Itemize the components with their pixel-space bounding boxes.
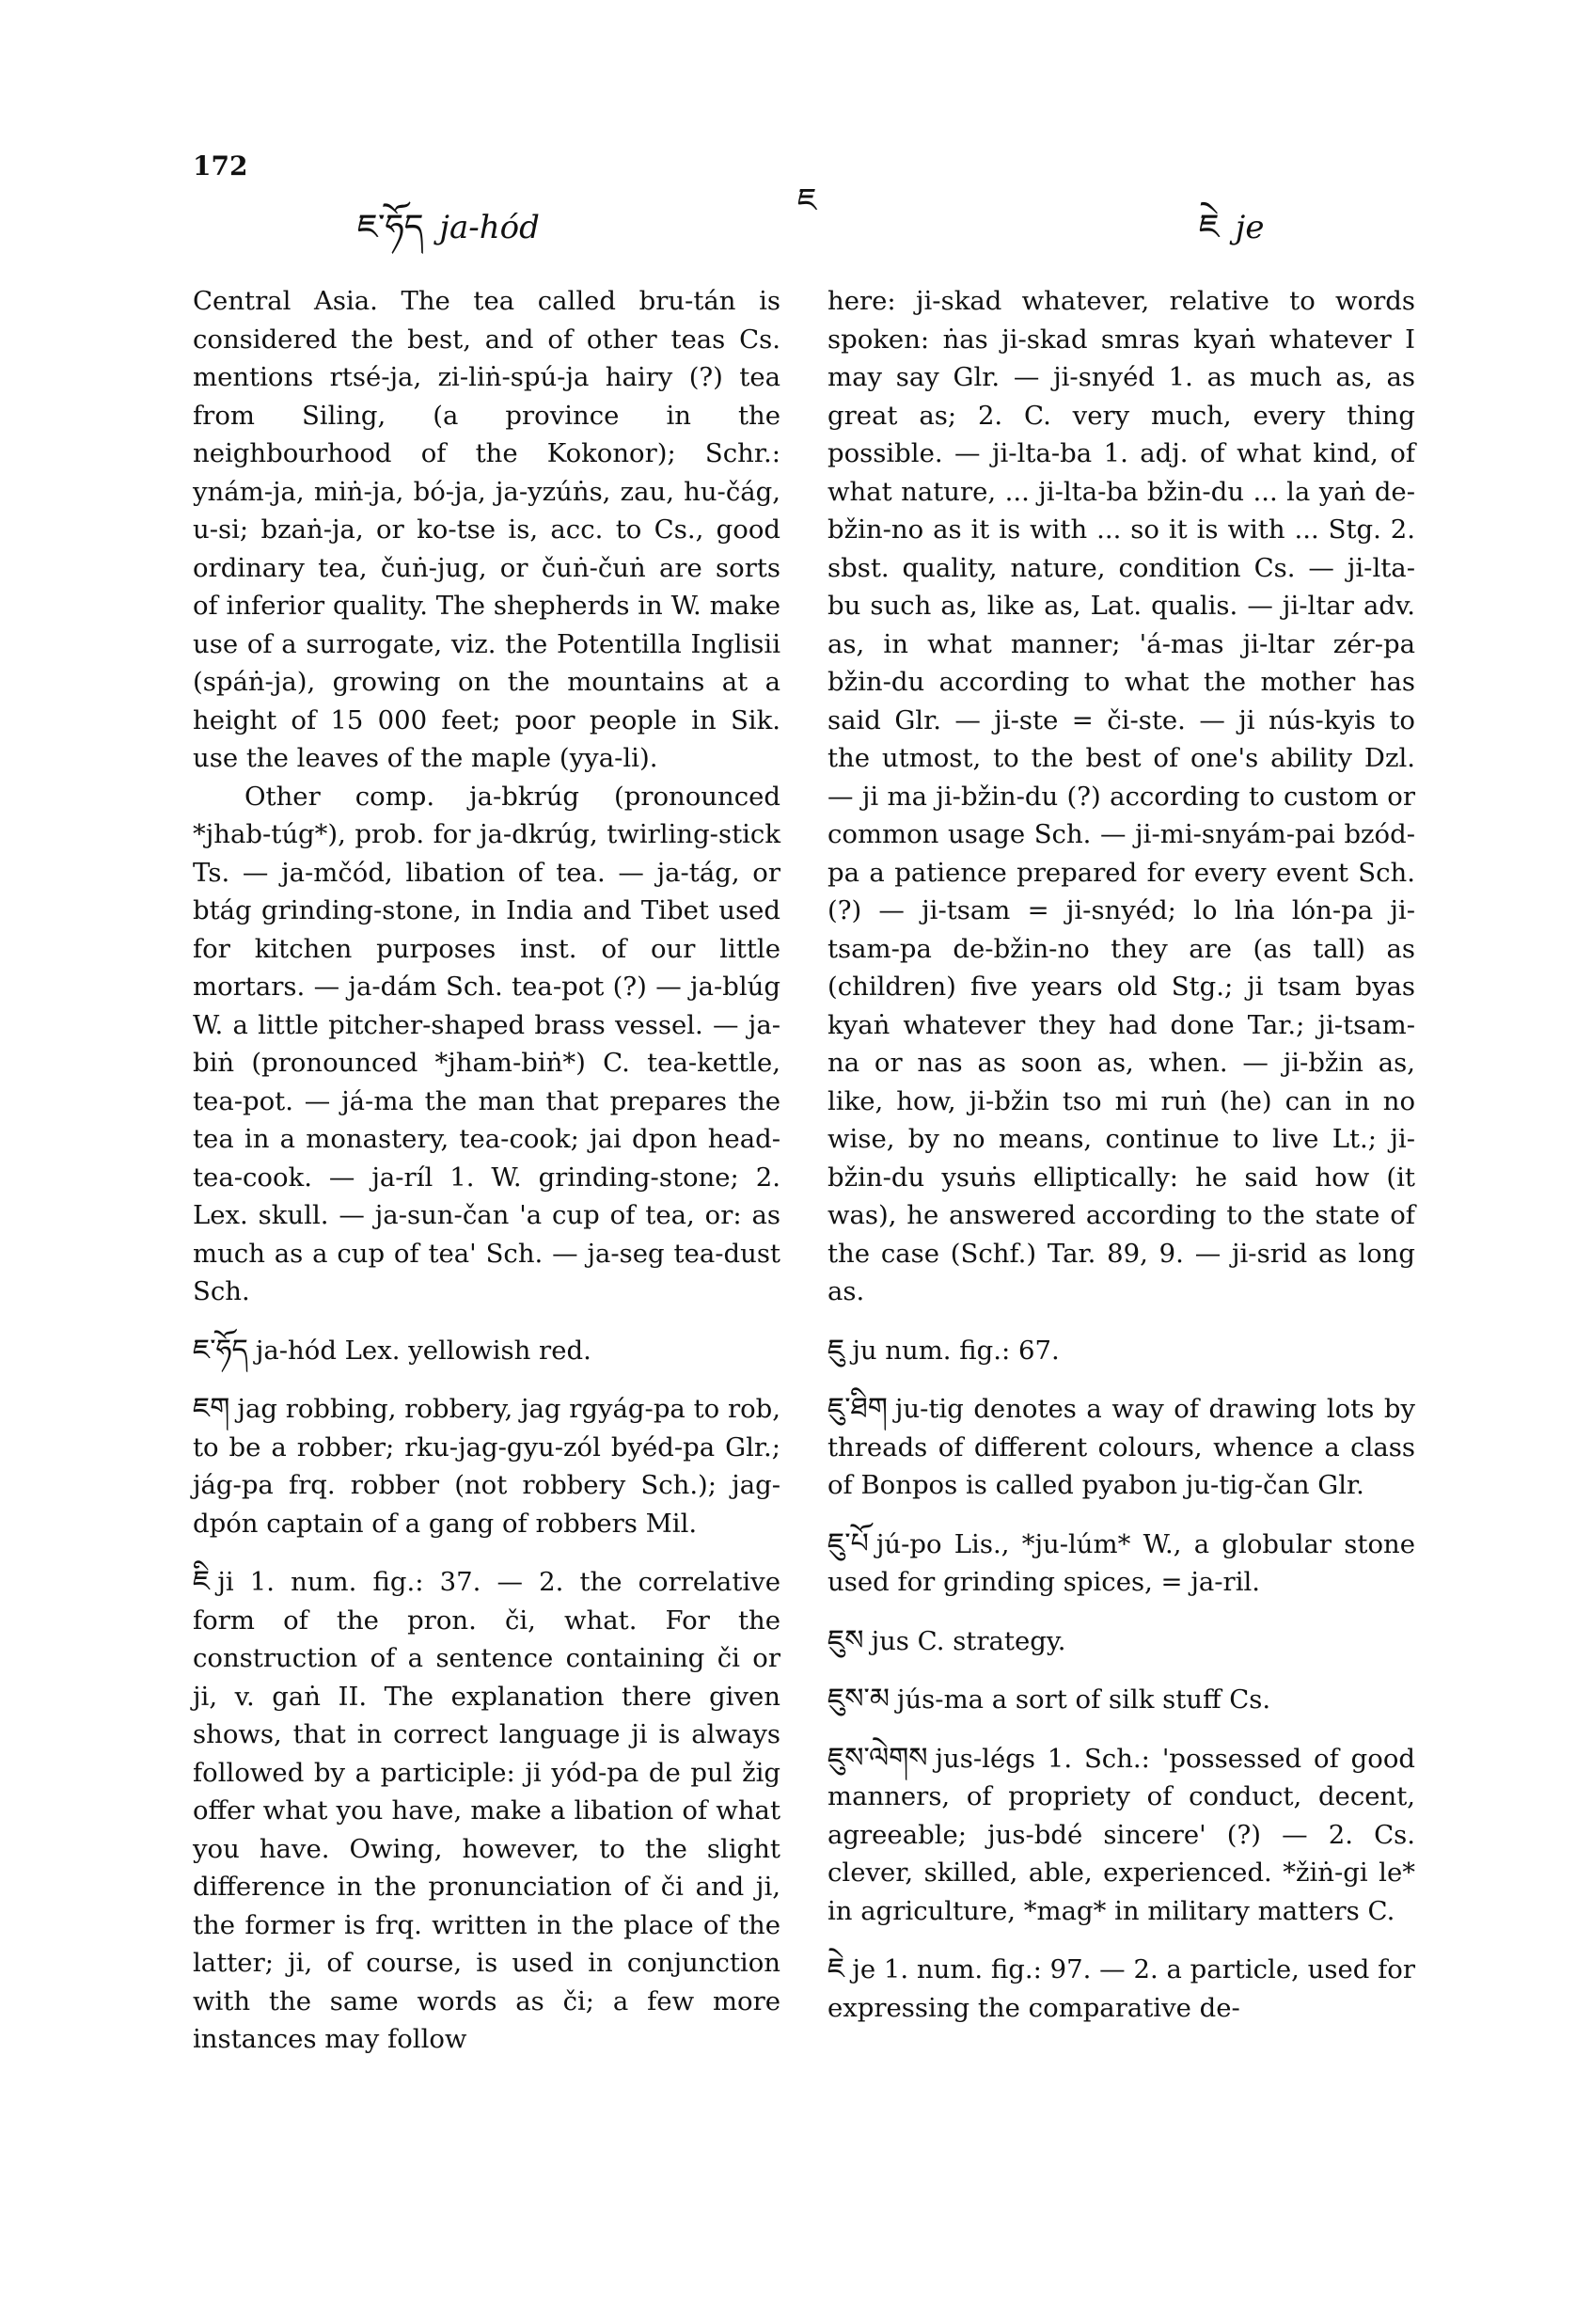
entry-jus-tibetan: ཇུས — [827, 1623, 864, 1657]
running-head-right — [1199, 188, 1264, 284]
entry-ja-hod-tibetan: ཇ་ཧོད — [193, 1333, 248, 1367]
entry-jag — [193, 1390, 780, 1542]
entry-ja-hod-text: ja-hód Lex. yellowish red. — [255, 1335, 591, 1366]
entry-jus-ma — [827, 1681, 1415, 1719]
right-paragraph-ji-continued: here: ji-skad whatever, relative to words spoken: ṅas ji-skad smras kyaṅ whatever I may say Glr. — ji-snyéd 1. as much as, as great as; 2. C. very much, every thing possible. — ji-lta-ba 1. adj. of what kind, of what nature, ... ji-lta-ba bžin-du ... la yaṅ de-bžin-no as it is with ... so it is with ... Stg. 2. sbst. quality, nature, condition Cs. — ji-lta-bu such as, like as, Lat. qualis. — ji-ltar adv. as, in what manner; 'á-mas ji-ltar zér-pa bžin-du according to what the mother has said Glr. — ji-ste = či-ste. — ji nús-kyis to the utmost, to the best of one's ability Dzl. — ji ma ji-bžin-du (?) according to custom or common usage Sch. — ji-mi-snyám-pai bzód-pa a patience prepared for every event Sch. (?) — ji-tsam = ji-snyéd; lo lṅa lón-pa ji-tsam-pa de-bžin-no they are (as tall) as (children) five years old Stg.; ji tsam byas kyaṅ whatever they had done Tar.; ji-tsam-na or nas as soon as, when. — ji-bžin as, like, how, ji-bžin tso mi ruṅ (he) can in no wise, by no means, continue to live Lt.; ji-bžin-du ysuṅs elliptically: he said how (it was), he answered according to the state of the case (Schf.) Tar. 89, 9. — ji-srid as long as. — [827, 286, 1415, 1306]
left-paragraph-other-compounds: Other comp. ja-bkrúg (pronounced *jhab-túg*), prob. for ja-dkrúg, twirling-stick Ts. — ja-mčód, libation of tea. — ja-tág, or btág grinding-stone, in India and Tibet used for kitchen purposes inst. of our little mortars. — ja-dám Sch. tea-pot (?) — ja-blúg W. a little pitcher-shaped brass vessel. — ja-biṅ (pronounced *jham-biṅ*) C. tea-kettle, tea-pot. — já-ma the man that prepares the tea in a monastery, tea-cook; jai dpon head-tea-cook. — ja-ríl 1. W. grinding-stone; 2. Lex. skull. — ja-sun-čan 'a cup of tea, or: as much as a cup of tea' Sch. — ja-seg tea-dust Sch. — [193, 781, 780, 1306]
entry-ju-po — [827, 1526, 1415, 1602]
entry-je — [827, 1951, 1415, 2027]
entry-jus — [827, 1622, 1415, 1661]
entry-ju-tibetan: ཇུ — [827, 1333, 845, 1367]
entry-ju-text: ju num. fig.: 67. — [852, 1335, 1060, 1366]
running-head-left — [357, 188, 540, 284]
entry-jus-legs-text: jus-légs 1. Sch.: 'possessed of good manners, of propriety of conduct, decent, agreeable; jus-bdé sincere' (?) — 2. Cs. clever, skilled, able, experienced. *žiṅ-gi le* in agriculture, *mag* in military matters C. — [827, 1743, 1415, 1926]
entry-jag-text: jag robbing, robbery, jag rgyág-pa to rob, to be a robber; rku-jag-gyu-zól byéd-pa Glr.; jág-pa frq. robber (not robbery Sch.); jag-dpón captain of a gang of robbers Mil. — [193, 1394, 780, 1539]
entry-ji-tibetan: ཇི — [193, 1565, 211, 1598]
entry-ja-hod — [193, 1332, 780, 1370]
running-head-right-tibetan: ཇེ — [1199, 208, 1220, 246]
entry-jag-tibetan: ཇག — [193, 1392, 230, 1425]
entry-ju-po-text: jú-po Lis., *ju-lúm* W., a globular stone used for grinding spices, = ja-ril. — [827, 1528, 1415, 1597]
running-head-center-letter: ཇ — [797, 182, 817, 219]
right-column — [827, 282, 1415, 2027]
entry-jus-text: jus C. strategy. — [871, 1625, 1066, 1656]
entry-je-tibetan: ཇེ — [827, 1952, 845, 1985]
entry-ju-tig — [827, 1390, 1415, 1505]
left-column — [193, 282, 780, 2059]
running-head-right-text: je — [1235, 209, 1265, 246]
entry-jus-ma-text: jús-ma a sort of silk stuff Cs. — [896, 1684, 1271, 1715]
entry-ju — [827, 1332, 1415, 1370]
entry-ju-tig-tibetan: ཇུ་ཐིག — [827, 1392, 888, 1425]
entry-jus-legs — [827, 1740, 1415, 1931]
entry-ju-tig-text: ju-tig denotes a way of drawing lots by threads of different colours, whence a class of Bonpos is called pyabon ju-tig-čan Glr. — [827, 1394, 1415, 1500]
running-head-left-tibetan: ཇ་ཧོད — [357, 208, 424, 246]
entry-ju-po-tibetan: ཇུ་པོ — [827, 1526, 869, 1560]
entry-ji-text: ji 1. num. fig.: 37. — 2. the correlative form of the pron. či, what. For the construction of a sentence containing či or ji, v. gaṅ II. The explanation there given shows, that in correct language ji is always followed by a participle: ji yód-pa de pul žig offer what you have, make a libation of what you have. Owing, however, to the slight difference in the pronunciation of či and ji, the former is frq. written in the place of the latter; ji, of course, is used in conjunction with the same words as či; a few more instances may follow — [193, 1567, 780, 2054]
entry-ji — [193, 1563, 780, 2059]
page-number: 172 — [193, 150, 248, 182]
left-paragraph-tea-varieties: Central Asia. The tea called bru-tán is considered the best, and of other teas Cs. mentions rtsé-ja, zi-liṅ-spú-ja hairy (?) tea from Siling, (a province in the neighbourhood of the Kokonor); Schr.: ynám-ja, miṅ-ja, bó-ja, ja-yzúṅs, zau, hu-čág, u-si; bzaṅ-ja, or ko-tse is, acc. to Cs., good ordinary tea, čuṅ-jug, or čuṅ-čuṅ are sorts of inferior quality. The shepherds in W. make use of a surrogate, viz. the Potentilla Inglisii (spáṅ-ja), growing on the mountains at a height of 15 000 feet; poor people in Sik. use the leaves of the maple (yya-li). — [193, 286, 780, 773]
entry-je-text: je 1. num. fig.: 97. — 2. a particle, used for expressing the comparative de- — [827, 1954, 1415, 2023]
running-head-left-text: ja-hód — [439, 209, 540, 246]
entry-jus-ma-tibetan: ཇུས་མ — [827, 1683, 890, 1715]
entry-jus-legs-tibetan: ཇུས་ལེགས — [827, 1741, 928, 1775]
